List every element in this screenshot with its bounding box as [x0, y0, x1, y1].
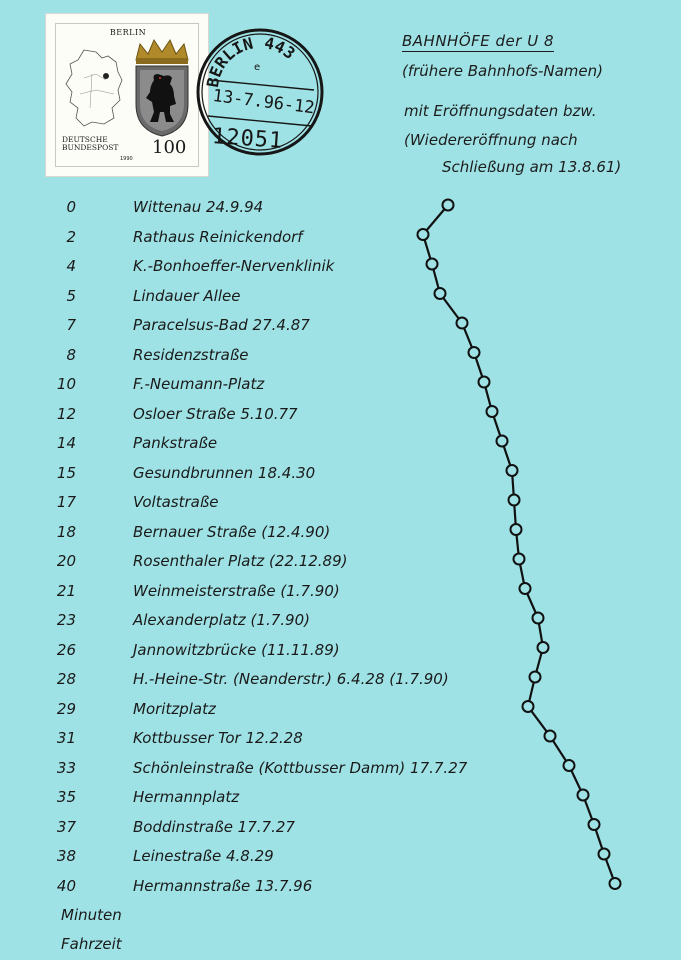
station-minute: 7 — [66, 316, 76, 334]
station-name: Osloer Straße 5.10.77 — [133, 404, 298, 423]
station-name: H.-Heine-Str. (Neanderstr.) 6.4.28 (1.7.90) — [133, 670, 449, 688]
station-minute: 18 — [56, 522, 76, 541]
station-name: Rosenthaler Platz (22.12.89) — [133, 552, 348, 570]
station-row — [0, 375, 681, 397]
station-minute: 12 — [56, 404, 76, 423]
station-minute: 17 — [56, 493, 76, 511]
station-row — [0, 493, 681, 515]
subtitle-line-4: Schließung am 13.8.61) — [442, 158, 622, 176]
station-row — [0, 405, 681, 427]
station-name: Schönleinstraße (Kottbusser Damm) 17.7.27 — [133, 758, 468, 777]
station-minute: 21 — [56, 581, 76, 600]
station-row — [0, 257, 681, 279]
station-row — [0, 670, 681, 692]
page-title: BAHNHÖFE der U 8 — [402, 32, 554, 50]
station-row — [0, 847, 681, 869]
station-name: Gesundbrunnen 18.4.30 — [133, 463, 316, 482]
station-minute: 29 — [56, 699, 76, 718]
station-minute: 10 — [56, 375, 76, 393]
postmark-city-path: BERLIN 443 — [202, 32, 299, 89]
station-minute: 0 — [66, 198, 76, 216]
station-name: Hermannplatz — [133, 788, 240, 806]
station-minute: 40 — [56, 876, 76, 895]
station-minute: 37 — [56, 817, 76, 836]
station-minute: 4 — [66, 257, 76, 275]
stamp-value: 100 — [152, 137, 187, 158]
station-minute: 2 — [66, 227, 76, 246]
station-row — [0, 759, 681, 781]
station-name: Hermannstraße 13.7.96 — [133, 876, 313, 895]
station-name: Residenzstraße — [133, 345, 249, 364]
station-name: Moritzplatz — [133, 699, 216, 718]
germany-map-icon — [62, 48, 126, 128]
station-minute: 20 — [56, 552, 76, 570]
station-name: Paracelsus-Bad 27.4.87 — [133, 316, 310, 334]
station-minute: 14 — [56, 434, 76, 452]
station-name: Alexanderplatz (1.7.90) — [133, 611, 310, 629]
station-row — [0, 287, 681, 309]
station-row — [0, 316, 681, 338]
station-row — [0, 346, 681, 368]
postmark-date: 13-7.96-12 — [211, 86, 316, 119]
station-name: Kottbusser Tor 12.2.28 — [133, 729, 303, 747]
station-row — [0, 700, 681, 722]
station-name: Wittenau 24.9.94 — [133, 198, 264, 216]
station-minute: 23 — [56, 611, 76, 629]
station-row — [0, 641, 681, 663]
station-row — [0, 552, 681, 574]
station-name: Bernauer Straße (12.4.90) — [133, 522, 331, 541]
station-name: Voltastraße — [133, 493, 219, 511]
station-name: Pankstraße — [133, 434, 218, 452]
station-minute: 31 — [56, 729, 76, 747]
station-name: Jannowitzbrücke (11.11.89) — [133, 640, 340, 659]
station-minute: 28 — [56, 670, 76, 688]
subtitle-line-3: (Wiedereröffnung nach — [404, 131, 578, 149]
station-row — [0, 464, 681, 486]
station-row — [0, 729, 681, 751]
footer-minutes-label: Minuten — [61, 906, 122, 924]
postmark-letter: e — [254, 62, 261, 73]
station-row — [0, 788, 681, 810]
station-name: Weinmeisterstraße (1.7.90) — [133, 581, 340, 600]
postmark-zip: 12051 — [211, 124, 285, 154]
station-name: F.-Neumann-Platz — [133, 375, 265, 393]
station-row — [0, 611, 681, 633]
stamp-country — [62, 136, 118, 152]
berlin-bear-crest-icon — [130, 38, 194, 138]
station-name: K.-Bonhoeffer-Nervenklinik — [133, 257, 335, 275]
station-minute: 33 — [56, 758, 76, 777]
stamp-city: BERLIN — [109, 28, 147, 37]
station-row — [0, 523, 681, 545]
stamp-country-line1: DEUTSCHE — [62, 135, 108, 144]
station-minute: 35 — [56, 788, 76, 806]
station-minute: 38 — [56, 847, 76, 865]
footer-traveltime-label: Fahrzeit — [61, 935, 122, 953]
station-name: Rathaus Reinickendorf — [133, 227, 303, 246]
subtitle-line-1: (frühere Bahnhofs-Namen) — [402, 62, 604, 80]
station-name: Leinestraße 4.8.29 — [133, 847, 274, 865]
subtitle-line-2: mit Eröffnungsdaten bzw. — [404, 102, 597, 120]
station-minute: 15 — [56, 463, 76, 482]
stamp-frame — [55, 23, 199, 167]
station-row — [0, 582, 681, 604]
station-minute: 8 — [66, 345, 76, 364]
station-name: Boddinstraße 17.7.27 — [133, 817, 295, 836]
stamp-country-line2: BUNDESPOST — [62, 143, 119, 152]
station-row — [0, 877, 681, 899]
station-minute: 5 — [66, 286, 76, 305]
postage-stamp — [46, 14, 208, 176]
station-row — [0, 198, 681, 220]
station-row — [0, 434, 681, 456]
station-row — [0, 228, 681, 250]
stamp-year: 1990 — [120, 156, 133, 162]
station-row — [0, 818, 681, 840]
station-minute: 26 — [56, 640, 76, 659]
station-name: Lindauer Allee — [133, 286, 241, 305]
